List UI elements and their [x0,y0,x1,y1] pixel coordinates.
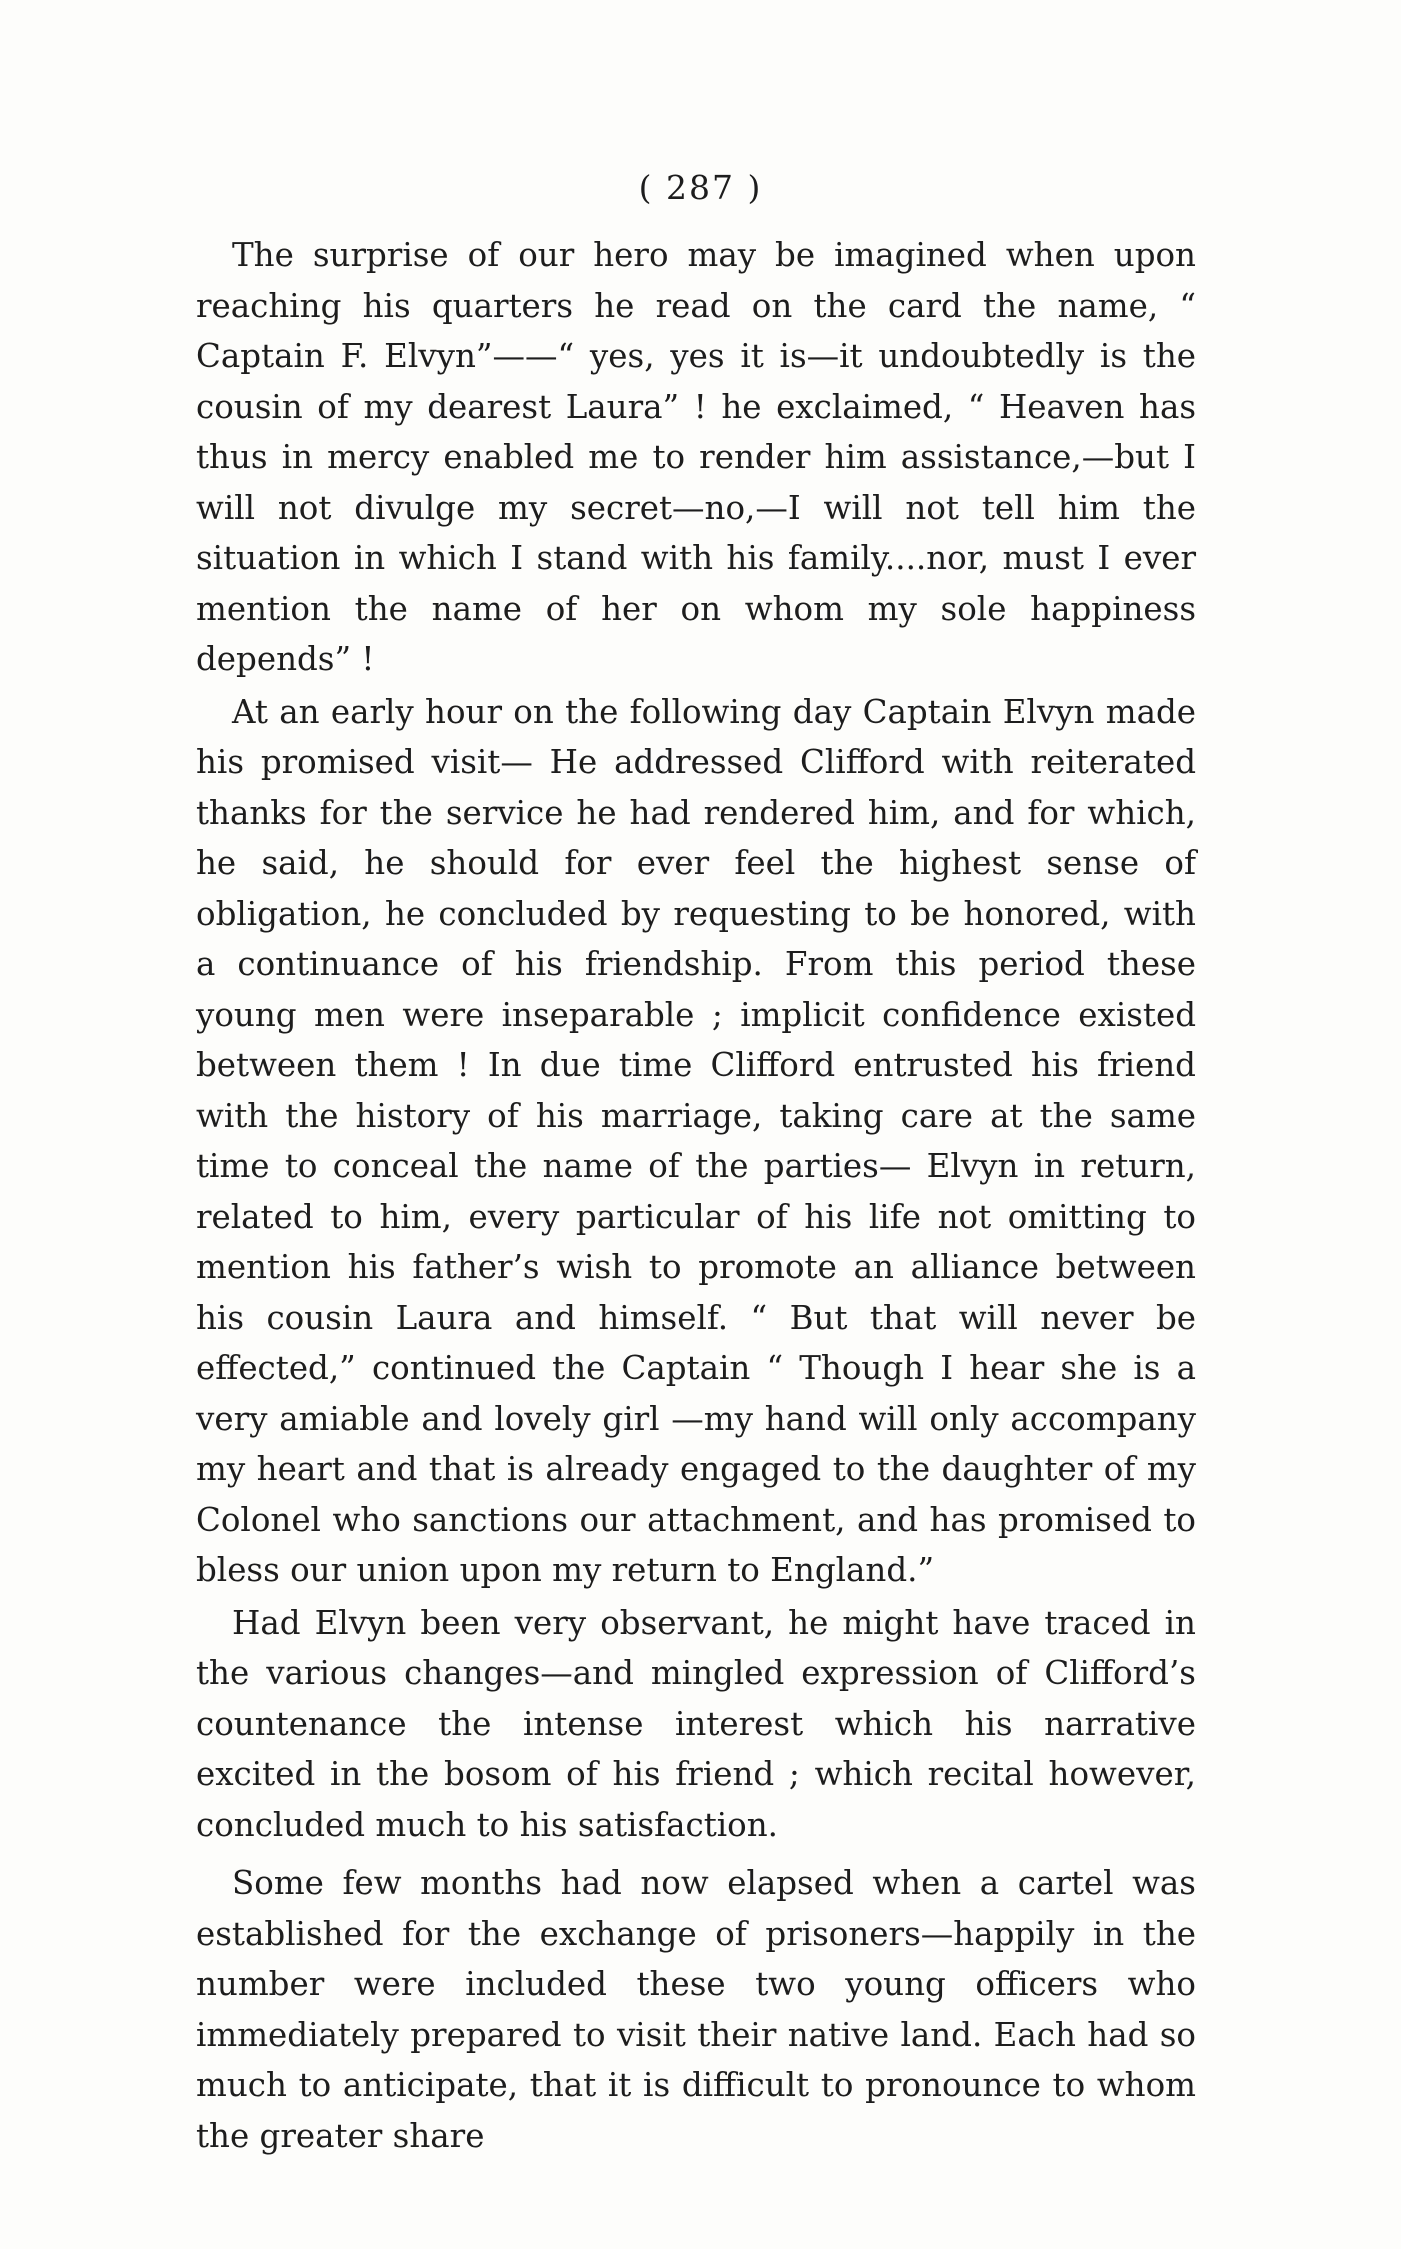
paragraph-2: At an early hour on the following day Captain Elvyn made his promised visit— He addressed Clifford with reiterated thanks for the service he had rendered him, and for which, he said, he should for ever feel the highest sense of obligation, he concluded by requesting to be honored, with a continuance of his friendship. From this period these young men were inseparable ; implicit confidence existed between them ! In due time Clifford entrusted his friend with the history of his marriage, taking care at the same time to conceal the name of the parties— Elvyn in return, related to him, every particular of his life not omitting to mention his father’s wish to promote an alliance between his cousin Laura and himself. “ But that will never be effected,” continued the Captain “ Though I hear she is a very amiable and lovely girl —my hand will only accompany my heart and that is already engaged to the daughter of my Colonel who sanctions our attachment, and has promised to bless our union upon my return to England.” [196,692,1196,1589]
paragraph-3: Had Elvyn been very observant, he might have traced in the various changes—and mingled expression of Clifford’s countenance the intense interest which his narrative excited in the bosom of his friend ; which recital however, concluded much to his satisfaction. [196,1603,1196,1844]
page-number: ( 287 ) [638,168,763,207]
paragraph-1: The surprise of our hero may be imagined when upon reaching his quarters he read on the card the name, “ Captain F. Elvyn”——“ yes, yes it is—it undoubtedly is the cousin of my dearest Laura” ! he exclaimed, “ Heaven has thus in mercy enabled me to render him assistance,—but I will not divulge my secret—no,—I will not tell him the situation in which I stand with his family....nor, must I ever mention the name of her on whom my sole happiness depends” ! [196,236,1196,678]
body-text [196,230,1196,2161]
paragraph-4: Some few months had now elapsed when a cartel was established for the exchange of prisoners—happily in the number were included these two young officers who immediately prepared to visit their native land. Each had so much to anticipate, that it is difficult to pronounce to whom the greater share [196,1864,1196,2155]
